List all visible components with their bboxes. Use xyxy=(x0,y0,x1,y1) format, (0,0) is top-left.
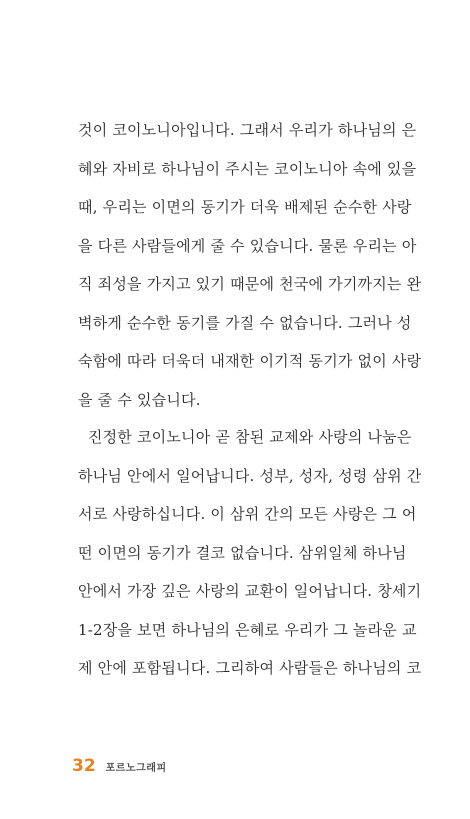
paragraph-continued xyxy=(78,118,422,426)
text-line: 때, 우리는 이면의 동기가 더욱 배제된 순수한 사랑 xyxy=(78,198,412,216)
text-line: 벽하게 순수한 동기를 가질 수 없습니다. 그러나 성 xyxy=(78,313,412,332)
text-line: 혜와 자비로 하나님이 주시는 코이노니아 속에 있을 xyxy=(78,159,417,178)
text-line: 을 줄 수 있습니다. xyxy=(78,390,201,409)
text-line: 직 죄성을 가지고 있기 때문에 천국에 가기까지는 완 xyxy=(78,275,422,293)
text-line: 1-2장을 보면 하나님의 은혜로 우리가 그 놀라운 교 xyxy=(78,620,417,639)
paragraph-next xyxy=(78,425,422,695)
text-line: 안에서 가장 깊은 사랑의 교환이 일어납니다. 창세기 xyxy=(78,582,422,600)
text-line: 제 안에 포함됩니다. 그리하여 사람들은 하나님의 코 xyxy=(78,659,422,677)
text-line: 것이 코이노니아입니다. 그래서 우리가 하나님의 은 xyxy=(78,121,417,139)
text-line: 숙함에 따라 더욱더 내재한 이기적 동기가 없이 사랑 xyxy=(78,352,422,370)
text-line: 진정한 코이노니아 곧 참된 교제와 사랑의 나눔은 xyxy=(78,428,412,446)
page-number: 32 xyxy=(72,756,96,776)
text-line: 서로 사랑하십니다. 이 삼위 간의 모든 사랑은 그 어 xyxy=(78,505,417,523)
running-title: 포르노그래피 xyxy=(105,763,167,774)
text-line: 을 다른 사람들에게 줄 수 있습니다. 물론 우리는 아 xyxy=(78,236,417,255)
text-line: 하나님 안에서 일어납니다. 성부, 성자, 성령 삼위 간 xyxy=(78,466,422,485)
text-line: 떤 이면의 동기가 결코 없습니다. 삼위일체 하나님 xyxy=(78,543,407,562)
page-footer xyxy=(72,756,167,776)
